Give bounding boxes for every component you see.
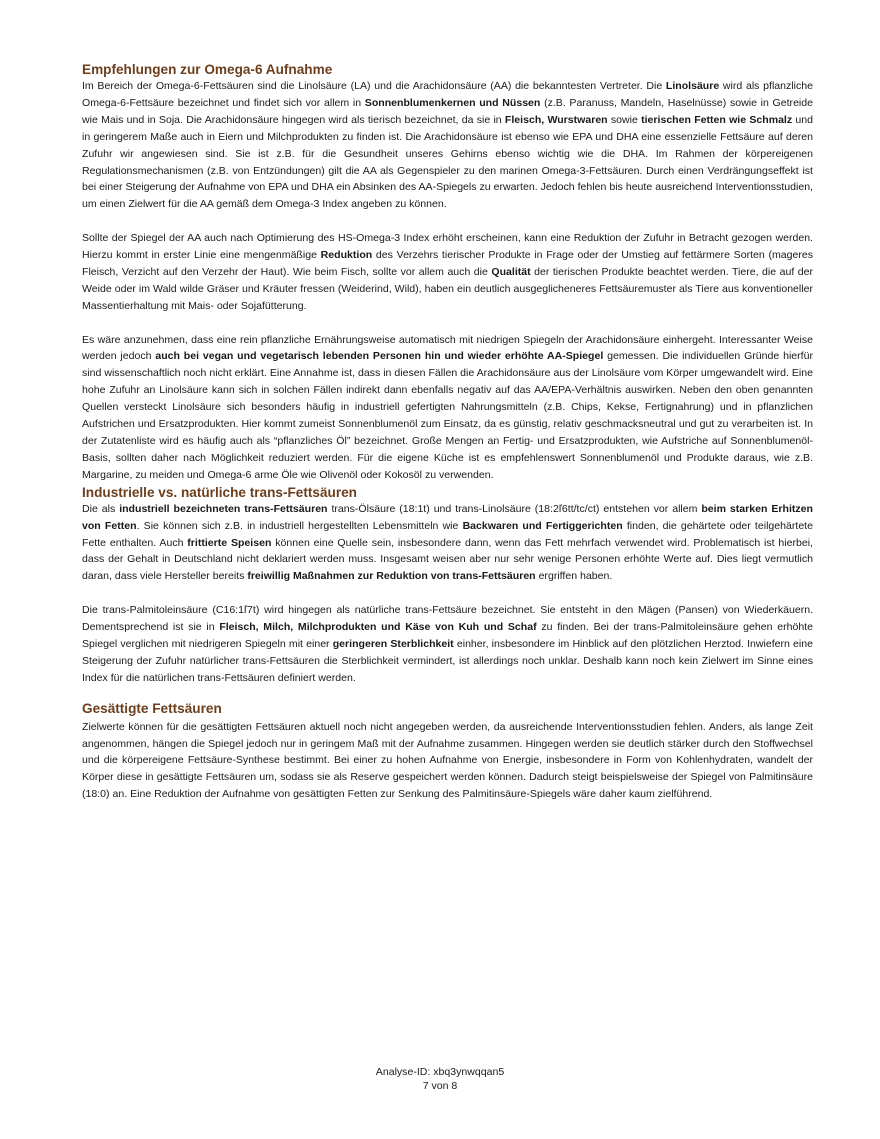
document-body bbox=[82, 61, 813, 803]
page-number: 7 von 8 bbox=[422, 1079, 458, 1092]
section-omega6 bbox=[82, 61, 813, 484]
text-run: Die als bbox=[82, 502, 120, 515]
text-run: gemessen. Die individuellen Gründe hierfür sind wissenschaftlich noch nicht erklärt. Eine Annahme ist, dass in diesen Fällen die Arachidonsäure aus der Linolsäure vom Körper umgewandelt wird. Eine hohe Zufuhr an Linolsäure kann sich in solchen Fällen indirekt dann ebenfalls negativ auf das AA/EPA-Verhältnis auswirken. Neben den oben genannten Quellen versteckt Linolsäure sich besonders häufig in industriell gefertigten Nahrungsmitteln (z.B. Chips, Kekse, Fertignahrung) und in pflanzlichen Aufstrichen und Ersatzprodukten. Hier kommt zumeist Sonnenblumenöl zum Einsatz, da es günstig, relativ geschmacksneutral und gut zu verarbeiten ist. In der Zutatenliste wird es häufig auch als “pflanzliches Öl” bezeichnet. Große Mengen an Fertig- und Ersatzprodukten, wie Aufstriche auf Sonnenblumenöl-Basis, sollten daher nach Möglichkeit reduziert werden. Für die eigene Küche ist es empfehlenswert Sonnenblumenöl und Produkte daraus, wie z.B. Margarine, zu meiden und Omega-6 arme Öle wie Olivenöl oder Kokosöl zu verwenden. bbox=[82, 350, 813, 481]
section-saturated-fatty-acids bbox=[82, 700, 813, 804]
section-heading: Industrielle vs. natürliche trans-Fettsäuren bbox=[82, 484, 357, 500]
bold-text: Fleisch, Wurstwaren bbox=[504, 113, 608, 126]
bold-text: industriell bezeichneten trans-Fettsäuren bbox=[119, 502, 328, 515]
text-run: (z.B. Paranuss, Mandeln, Haselnüsse) sowie in Getreide wie Mais und in Soja. Die Arachidonsäure hingegen wird als tierisch bezeichnet, da sie in bbox=[82, 96, 814, 126]
text-run: ergriffen haben. bbox=[535, 570, 613, 583]
text-run: des Verzehrs tierischer Produkte in Frage oder der Umstieg auf fettärmere Sorten (mageres Fleisch, Verzicht auf den Verzehr der Haut). Wie beim Fisch, sollte vor allem auch die bbox=[82, 249, 813, 278]
bold-text: frittierte Speisen bbox=[187, 536, 272, 549]
paragraph bbox=[82, 719, 813, 804]
text-run: finden, die gehärtete oder teilgehärtete Fette enthalten. Auch bbox=[82, 519, 813, 549]
paragraph bbox=[82, 332, 813, 484]
text-run: wird als pflanzliche Omega-6-Fettsäure bezeichnet und findet sich vor allem in bbox=[82, 80, 813, 109]
text-run: Es wäre anzunehmen, dass eine rein pflanzliche Ernährungsweise automatisch mit niedrigen Spiegeln der Arachidonsäure einhergeht. Interessanter Weise werden jedoch bbox=[82, 333, 813, 363]
bold-text: Fleisch, Milch, Milchprodukten und Käse von Kuh und Schaf bbox=[219, 621, 537, 634]
paragraph bbox=[82, 230, 813, 315]
bold-text: Sonnenblumenkernen und Nüssen bbox=[364, 96, 541, 109]
analysis-id: Analyse-ID: xbq3ynwqqan5 bbox=[375, 1066, 505, 1078]
text-run: Die trans-Palmitoleinsäure (C16:1ľ7t) wird hingegen als natürliche trans-Fettsäure bezeichnet. Sie entsteht in den Mägen (Pansen) von Wiederkäuern. Dementsprechend ist sie in bbox=[82, 604, 813, 634]
section-heading: Empfehlungen zur Omega-6 Aufnahme bbox=[82, 62, 333, 77]
text-run: Sollte der Spiegel der AA auch nach Optimierung des HS-Omega-3 Index erhöht erscheinen, kann eine Reduktion der Zufuhr in Betracht gezogen werden. Hierzu kommt in erster Linie eine mengenmäßige bbox=[82, 232, 813, 262]
text-run: Im Bereich der Omega-6-Fettsäuren sind die Linolsäure (LA) und die Arachidonsäure (AA) die bekanntesten Vertreter. Die bbox=[82, 80, 666, 92]
paragraph bbox=[82, 501, 813, 586]
text-run: zu finden. Bei der trans-Palmitoleinsäure gehen erhöhte Spiegel verglichen mit niedrigeren Spiegeln mit einer bbox=[82, 621, 813, 650]
bold-text: beim starken Erhitzen von Fetten bbox=[82, 502, 813, 532]
text-run: trans-Ölsäure (18:1t) und trans-Linolsäure (18:2ľ6tt/tc/ct) entstehen vor allem bbox=[327, 502, 702, 515]
bold-text: freiwillig Maßnahmen zur Reduktion von trans-Fettsäuren bbox=[247, 570, 536, 583]
text-run: der tierischen Produkte beachtet werden. Tiere, die auf der Weide oder im Wald wilde Gräser und Kräuter fressen (Weiderind, Wild), haben ein deutlich ausgeglicheneres Fettsäuremuster als Tiere aus konventioneller Massentierhaltung mit Mais- oder Sojafütterung. bbox=[82, 265, 814, 312]
bold-text: tierischen Fetten wie Schmalz bbox=[641, 113, 793, 126]
text-run: Zielwerte können für die gesättigten Fettsäuren aktuell noch nicht angegeben werden, da ausreichende Interventionsstudien fehlen. Anders, als lange Zeit angenommen, hängen die Spiegel jedoch nur in geringem Maß mit der Aufnahme zusammen. Hingegen werden sie deutlich stärker durch den Stoffwechsel und die körpereigene Fettsäure-Synthese bestimmt. Bei einer zu hohen Aufnahme von Energie, insbesondere in Form von Kohlenhydraten, wandelt der Körper diese in gesättigte Fettsäuren um, sodass sie als Reserve gespeichert werden können. Dadurch steigt beispielsweise der Spiegel von Palmitinsäure (18:0) an. Eine Reduktion der Aufnahme von gesättigten Fetten zur Senkung des Palmitinsäure-Spiegels wäre daher kaum zielführend. bbox=[82, 720, 813, 801]
text-run: einher, insbesondere im Hinblick auf den plötzlichen Herztod. Inwiefern eine Steigerung der Zufuhr natürlicher trans-Fettsäuren die Sterblichkeit vermindert, ist allerdings noch unklar. Deshalb kann noch kein Zielwert im Sinne eines Index für die natürlichen trans-Fettsäuren definiert werden. bbox=[82, 637, 813, 684]
bold-text: Reduktion bbox=[320, 249, 373, 262]
page-footer bbox=[0, 1066, 880, 1093]
section-heading: Gesättigte Fettsäuren bbox=[82, 700, 222, 716]
bold-text: auch bei vegan und vegetarisch lebenden Personen hin und wieder erhöhte AA-Spiegel bbox=[155, 350, 604, 363]
text-run: und in geringerem Maße auch in Eiern und Milchprodukten zu finden ist. Die Arachidonsäure ist ebenso wie EPA und DHA eine essenzielle Fettsäure auf deren Zufuhr wir angewiesen sind. Sie ist z.B. für die Gesundheit unseres Gehirns ebenso wichtig wie die DHA. Im Rahmen der körpereigenen Regulationsmechanismen (z.B. von Entzündungen) gilt die AA als Gegenspieler zu den marinen Omega-3-Fettsäuren. Durch einen Verdrängungseffekt ist bei einer Steigerung der Aufnahme von EPA und DHA ein Absinken des AA-Spiegels zu erwarten. Jedoch fehlen bis heute ausreichend Interventionsstudien, um einen Zielwert für die AA gemäß dem Omega-3 Index angeben zu können. bbox=[82, 113, 813, 211]
text-run: können eine Quelle sein, insbesondere dann, wenn das Fett mehrfach verwendet wird. Problematisch ist hierbei, dass der Gehalt in Deutschland nicht deklariert werden muss. Insgesamt weisen aber nur sehr wenige Personen erhöhte Werte auf. Dies liegt vermutlich daran, dass viele Hersteller bereits bbox=[82, 536, 813, 583]
text-run: sowie bbox=[607, 113, 642, 126]
bold-text: Backwaren und Fertiggerichten bbox=[462, 519, 623, 532]
text-run: . Sie können sich z.B. in industriell hergestellten Lebensmitteln wie bbox=[136, 519, 463, 532]
paragraph bbox=[82, 78, 813, 213]
section-trans-fatty-acids bbox=[82, 484, 813, 687]
bold-text: Qualität bbox=[491, 265, 531, 278]
bold-text: geringeren Sterblichkeit bbox=[332, 637, 454, 650]
bold-text: Linolsäure bbox=[665, 80, 720, 92]
paragraph bbox=[82, 602, 813, 687]
